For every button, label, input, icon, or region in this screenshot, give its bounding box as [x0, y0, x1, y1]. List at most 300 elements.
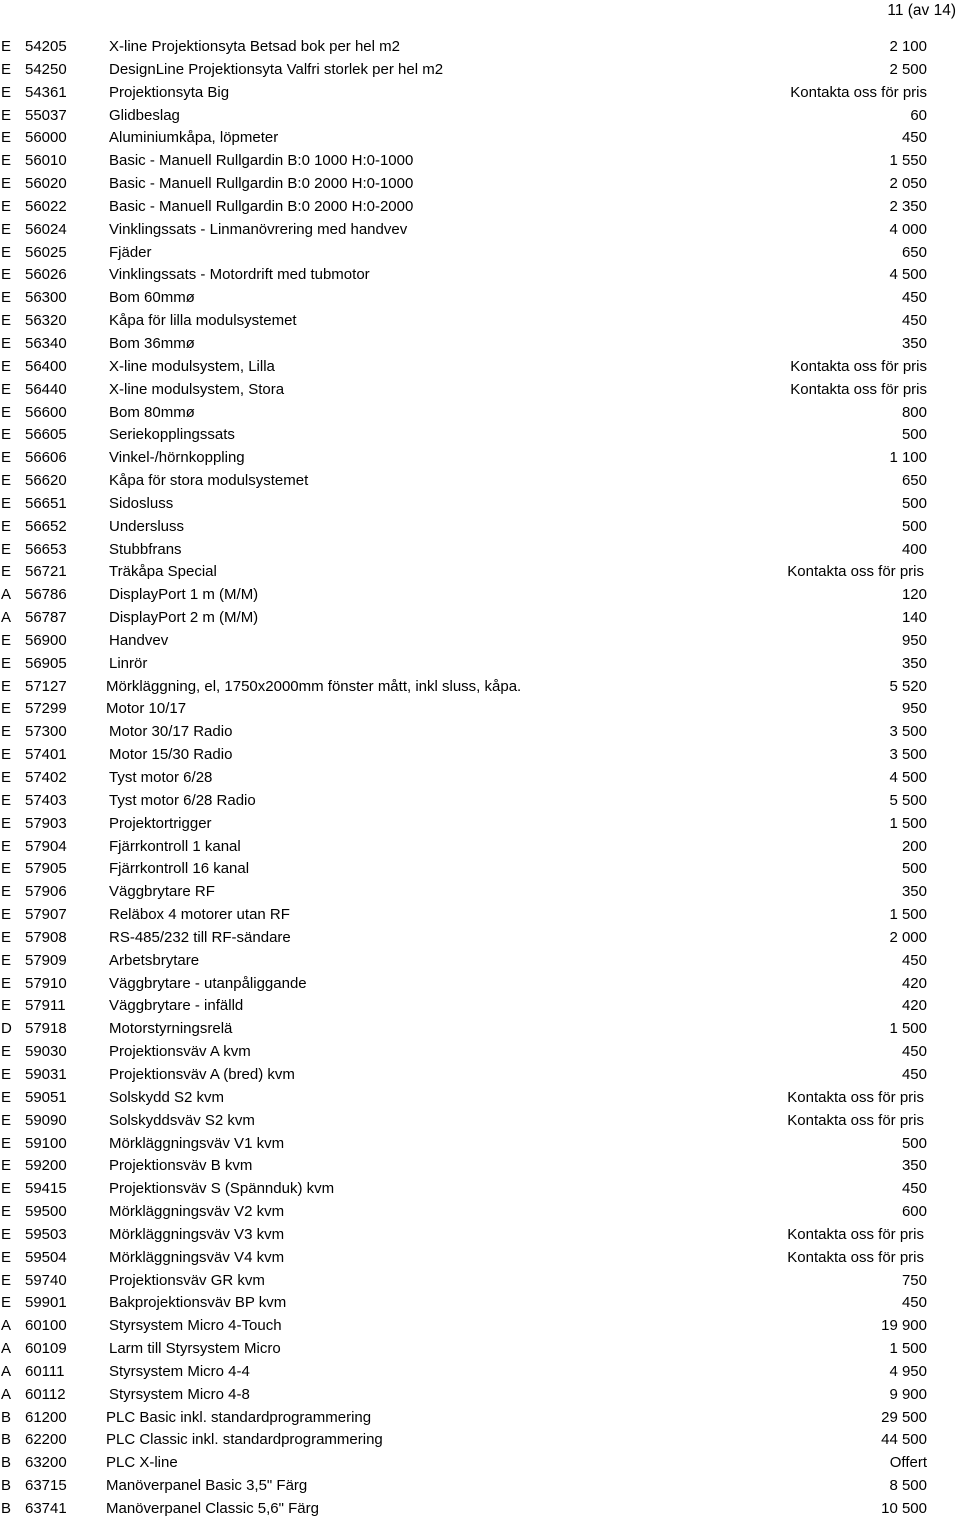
price-cell: 120 — [901, 586, 927, 604]
table-row — [0, 1475, 960, 1498]
table-row — [0, 310, 960, 333]
category-cell: E — [1, 1157, 12, 1175]
description-cell: Vinklingssats - Linmanövrering med handvev — [109, 220, 408, 238]
category-cell: E — [1, 106, 12, 124]
table-row — [0, 973, 960, 996]
price-cell: 450 — [901, 951, 927, 969]
table-row — [0, 744, 960, 767]
table-row — [0, 721, 960, 744]
description-cell: Mörkläggningsväv V4 kvm — [109, 1248, 285, 1266]
category-cell: E — [1, 837, 12, 855]
article-code-cell: 54361 — [25, 83, 67, 101]
price-cell: 450 — [901, 289, 927, 307]
table-row — [0, 1270, 960, 1293]
price-cell: 800 — [901, 403, 927, 421]
price-cell: 450 — [901, 1065, 927, 1083]
category-cell: A — [1, 1340, 12, 1358]
price-cell: 500 — [901, 860, 927, 878]
description-cell: Mörkläggningsväv V1 kvm — [109, 1134, 285, 1152]
price-cell: 450 — [901, 1180, 927, 1198]
table-row — [0, 995, 960, 1018]
category-cell: B — [1, 1477, 12, 1495]
price-cell: 5 520 — [889, 677, 927, 695]
article-code-cell: 56600 — [25, 403, 67, 421]
price-cell: 9 900 — [889, 1385, 927, 1403]
article-code-cell: 56440 — [25, 380, 67, 398]
table-row — [0, 561, 960, 584]
article-code-cell: 57300 — [25, 723, 67, 741]
article-code-cell: 56900 — [25, 631, 67, 649]
table-row — [0, 904, 960, 927]
table-row — [0, 767, 960, 790]
category-cell: E — [1, 814, 12, 832]
table-row — [0, 1498, 960, 1521]
category-cell: B — [1, 1431, 12, 1449]
description-cell: Arbetsbrytare — [109, 951, 200, 969]
table-row — [0, 836, 960, 859]
article-code-cell: 59100 — [25, 1134, 67, 1152]
article-code-cell: 63200 — [25, 1454, 67, 1472]
article-code-cell: 57905 — [25, 860, 67, 878]
price-cell: Offert — [889, 1454, 927, 1472]
article-code-cell: 57127 — [25, 677, 67, 695]
description-cell: Vinkel-/hörnkoppling — [109, 449, 245, 467]
description-cell: Fjärrkontroll 16 kanal — [109, 860, 250, 878]
price-cell: 950 — [901, 700, 927, 718]
category-cell: A — [1, 586, 12, 604]
description-cell: Sidosluss — [109, 494, 174, 512]
category-cell: E — [1, 906, 12, 924]
category-cell: E — [1, 449, 12, 467]
description-cell: PLC X-line — [106, 1454, 178, 1472]
category-cell: E — [1, 951, 12, 969]
article-code-cell: 56786 — [25, 586, 67, 604]
table-row — [0, 1133, 960, 1156]
table-row — [0, 1224, 960, 1247]
article-code-cell: 57911 — [25, 997, 66, 1015]
category-cell: E — [1, 1111, 12, 1129]
price-cell: Kontakta oss för pris — [787, 1248, 924, 1266]
table-row — [0, 698, 960, 721]
article-code-cell: 57918 — [25, 1020, 67, 1038]
price-cell: 2 000 — [889, 928, 927, 946]
price-cell: 140 — [901, 609, 927, 627]
category-cell: E — [1, 974, 12, 992]
description-cell: Bom 80mmø — [109, 403, 195, 421]
category-cell: E — [1, 746, 12, 764]
article-code-cell: 56025 — [25, 243, 67, 261]
category-cell: B — [1, 1408, 12, 1426]
article-code-cell: 59090 — [25, 1111, 67, 1129]
price-cell: Kontakta oss för pris — [787, 1225, 924, 1243]
table-row — [0, 36, 960, 59]
description-cell: DisplayPort 2 m (M/M) — [109, 609, 259, 627]
article-code-cell: 56000 — [25, 129, 67, 147]
description-cell: Undersluss — [109, 517, 185, 535]
description-cell: Reläbox 4 motorer utan RF — [109, 906, 290, 924]
article-code-cell: 56905 — [25, 654, 67, 672]
article-code-cell: 56605 — [25, 426, 67, 444]
article-code-cell: 59503 — [25, 1225, 67, 1243]
category-cell: E — [1, 472, 12, 490]
description-cell: PLC Classic inkl. standardprogrammering — [106, 1431, 383, 1449]
table-row — [0, 927, 960, 950]
category-cell: E — [1, 38, 12, 55]
category-cell: E — [1, 289, 12, 307]
table-row — [0, 630, 960, 653]
article-code-cell: 56340 — [25, 334, 67, 352]
article-code-cell: 59500 — [25, 1203, 67, 1221]
category-cell: E — [1, 928, 12, 946]
price-cell: 2 050 — [889, 175, 927, 193]
table-row — [0, 287, 960, 310]
description-cell: DisplayPort 1 m (M/M) — [109, 586, 259, 604]
category-cell: E — [1, 312, 12, 330]
table-row — [0, 950, 960, 973]
article-code-cell: 59031 — [25, 1065, 67, 1083]
price-cell: 600 — [901, 1203, 927, 1221]
price-cell: Kontakta oss för pris — [787, 1088, 924, 1106]
table-row — [0, 1338, 960, 1361]
category-cell: B — [1, 1454, 12, 1472]
article-code-cell: 59200 — [25, 1157, 67, 1175]
article-code-cell: 56653 — [25, 540, 67, 558]
article-code-cell: 60112 — [25, 1385, 66, 1403]
table-row — [0, 1041, 960, 1064]
category-cell: E — [1, 517, 12, 535]
article-code-cell: 63741 — [25, 1500, 67, 1517]
table-row — [0, 813, 960, 836]
article-code-cell: 56620 — [25, 472, 67, 490]
category-cell: E — [1, 677, 12, 695]
table-row — [0, 333, 960, 356]
table-row — [0, 1178, 960, 1201]
table-row — [0, 1407, 960, 1430]
description-cell: Kåpa för stora modulsystemet — [109, 472, 309, 490]
price-cell: 19 900 — [881, 1317, 927, 1335]
description-cell: Mörkläggningsväv V3 kvm — [109, 1225, 285, 1243]
article-code-cell: 56024 — [25, 220, 67, 238]
article-code-cell: 57401 — [25, 746, 67, 764]
article-code-cell: 56400 — [25, 357, 67, 375]
description-cell: Projektionsyta Big — [109, 83, 230, 101]
article-code-cell: 57402 — [25, 769, 67, 786]
table-row — [0, 127, 960, 150]
description-cell: Projektionsväv A kvm — [109, 1043, 251, 1061]
price-cell: 60 — [910, 106, 927, 124]
category-cell: E — [1, 1088, 12, 1106]
table-row — [0, 242, 960, 265]
price-cell: 350 — [901, 654, 927, 672]
table-row — [0, 653, 960, 676]
category-cell: E — [1, 220, 12, 238]
description-cell: Fjäder — [109, 243, 152, 261]
table-row — [0, 1361, 960, 1384]
price-cell: 1 500 — [889, 906, 927, 924]
category-cell: E — [1, 540, 12, 558]
description-cell: Solskyddsväv S2 kvm — [109, 1111, 255, 1129]
description-cell: Seriekopplingssats — [109, 426, 235, 444]
article-code-cell: 57403 — [25, 791, 67, 809]
category-cell: A — [1, 609, 12, 627]
price-cell: 1 550 — [889, 152, 927, 170]
article-code-cell: 57906 — [25, 883, 67, 901]
table-row — [0, 424, 960, 447]
description-cell: Tyst motor 6/28 — [109, 769, 213, 786]
category-cell: E — [1, 1065, 12, 1083]
price-cell: 8 500 — [889, 1477, 927, 1495]
category-cell: E — [1, 266, 12, 284]
table-row — [0, 1087, 960, 1110]
table-row — [0, 1155, 960, 1178]
description-cell: Glidbeslag — [109, 106, 180, 124]
article-code-cell: 59740 — [25, 1271, 67, 1289]
description-cell: Projektionsväv S (Spännduk) kvm — [109, 1180, 335, 1198]
price-cell: 2 350 — [889, 197, 927, 215]
description-cell: Mörkläggning, el, 1750x2000mm fönster mått, inkl sluss, kåpa. — [106, 677, 522, 695]
article-code-cell: 59030 — [25, 1043, 67, 1061]
price-cell: 1 100 — [889, 449, 927, 467]
description-cell: Fjärrkontroll 1 kanal — [109, 837, 241, 855]
table-row — [0, 539, 960, 562]
description-cell: Projektionsväv A (bred) kvm — [109, 1065, 295, 1083]
price-cell: 500 — [901, 1134, 927, 1152]
category-cell: E — [1, 1248, 12, 1266]
category-cell: E — [1, 631, 12, 649]
price-cell: 10 500 — [881, 1500, 927, 1517]
table-row — [0, 1315, 960, 1338]
price-cell: 4 950 — [889, 1362, 927, 1380]
price-cell: 2 500 — [889, 60, 927, 78]
description-cell: RS-485/232 till RF-sändare — [109, 928, 291, 946]
table-row — [0, 1064, 960, 1087]
table-row — [0, 1201, 960, 1224]
category-cell: E — [1, 380, 12, 398]
description-cell: Aluminiumkåpa, löpmeter — [109, 129, 279, 147]
description-cell: PLC Basic inkl. standardprogrammering — [106, 1408, 372, 1426]
table-row — [0, 82, 960, 105]
category-cell: E — [1, 1225, 12, 1243]
table-row — [0, 264, 960, 287]
price-cell: Kontakta oss för pris — [787, 563, 924, 581]
price-cell: 650 — [901, 243, 927, 261]
category-cell: E — [1, 769, 12, 786]
article-code-cell: 61200 — [25, 1408, 67, 1426]
table-row — [0, 1292, 960, 1315]
price-cell: 5 500 — [889, 791, 927, 809]
article-code-cell: 59415 — [25, 1180, 67, 1198]
description-cell: Motor 10/17 — [106, 700, 187, 718]
description-cell: Styrsystem Micro 4-Touch — [109, 1317, 282, 1335]
description-cell: Väggbrytare - infälld — [109, 997, 244, 1015]
article-code-cell: 56652 — [25, 517, 67, 535]
article-code-cell: 56787 — [25, 609, 67, 627]
category-cell: E — [1, 997, 12, 1015]
category-cell: E — [1, 860, 12, 878]
article-code-cell: 57907 — [25, 906, 67, 924]
table-row — [0, 1018, 960, 1041]
table-row — [0, 470, 960, 493]
table-row — [0, 59, 960, 82]
price-cell: 450 — [901, 312, 927, 330]
category-cell: E — [1, 403, 12, 421]
price-cell: 1 500 — [889, 814, 927, 832]
table-row — [0, 1429, 960, 1452]
category-cell: E — [1, 152, 12, 170]
description-cell: Kåpa för lilla modulsystemet — [109, 312, 297, 330]
price-cell: 1 500 — [889, 1340, 927, 1358]
category-cell: E — [1, 1134, 12, 1152]
table-row — [0, 402, 960, 425]
price-cell: Kontakta oss för pris — [790, 357, 927, 375]
category-cell: E — [1, 700, 12, 718]
price-cell: 950 — [901, 631, 927, 649]
description-cell: Linrör — [109, 654, 148, 672]
page-number: 11 (av 14) — [887, 2, 956, 19]
article-code-cell: 56020 — [25, 175, 67, 193]
price-cell: 420 — [901, 974, 927, 992]
description-cell: Motor 15/30 Radio — [109, 746, 233, 764]
description-cell: Manöverpanel Classic 5,6" Färg — [106, 1500, 319, 1517]
category-cell: A — [1, 1317, 12, 1335]
description-cell: Basic - Manuell Rullgardin B:0 1000 H:0-1000 — [109, 152, 414, 170]
table-row — [0, 196, 960, 219]
description-cell: DesignLine Projektionsyta Valfri storlek per hel m2 — [109, 60, 444, 78]
article-code-cell: 63715 — [25, 1477, 67, 1495]
table-row — [0, 219, 960, 242]
category-cell: E — [1, 243, 12, 261]
category-cell: A — [1, 1362, 12, 1380]
table-row — [0, 379, 960, 402]
description-cell: Bakprojektionsväv BP kvm — [109, 1294, 287, 1312]
table-row — [0, 1384, 960, 1407]
table-row — [0, 584, 960, 607]
category-cell: D — [1, 1020, 12, 1038]
table-row — [0, 173, 960, 196]
article-code-cell: 60109 — [25, 1340, 67, 1358]
description-cell: Basic - Manuell Rullgardin B:0 2000 H:0-2000 — [109, 197, 414, 215]
article-code-cell: 56606 — [25, 449, 67, 467]
article-code-cell: 60100 — [25, 1317, 67, 1335]
article-code-cell: 56010 — [25, 152, 67, 170]
description-cell: Handvev — [109, 631, 169, 649]
article-code-cell: 59504 — [25, 1248, 67, 1266]
price-cell: 1 500 — [889, 1020, 927, 1038]
description-cell: Väggbrytare RF — [109, 883, 215, 901]
description-cell: Manöverpanel Basic 3,5" Färg — [106, 1477, 308, 1495]
price-cell: 4 000 — [889, 220, 927, 238]
category-cell: E — [1, 334, 12, 352]
article-code-cell: 57910 — [25, 974, 67, 992]
price-cell: 350 — [901, 334, 927, 352]
description-cell: Styrsystem Micro 4-8 — [109, 1385, 250, 1403]
description-cell: Projektortrigger — [109, 814, 212, 832]
description-cell: Väggbrytare - utanpåliggande — [109, 974, 307, 992]
description-cell: Basic - Manuell Rullgardin B:0 2000 H:0-1000 — [109, 175, 414, 193]
article-code-cell: 56651 — [25, 494, 67, 512]
price-cell: 4 500 — [889, 769, 927, 786]
description-cell: X-line Projektionsyta Betsad bok per hel m2 — [109, 38, 400, 55]
article-code-cell: 56026 — [25, 266, 67, 284]
price-cell: 500 — [901, 517, 927, 535]
table-row — [0, 1452, 960, 1475]
description-cell: Projektionsväv GR kvm — [109, 1271, 265, 1289]
category-cell: E — [1, 654, 12, 672]
price-cell: 450 — [901, 129, 927, 147]
table-row — [0, 1110, 960, 1133]
table-row — [0, 150, 960, 173]
article-code-cell: 55037 — [25, 106, 67, 124]
article-code-cell: 54250 — [25, 60, 67, 78]
price-list — [0, 36, 960, 1521]
article-code-cell: 62200 — [25, 1431, 67, 1449]
table-row — [0, 858, 960, 881]
description-cell: Stubbfrans — [109, 540, 182, 558]
category-cell: A — [1, 1385, 12, 1403]
category-cell: E — [1, 563, 12, 581]
article-code-cell: 59901 — [25, 1294, 67, 1312]
price-cell: 500 — [901, 494, 927, 512]
price-cell: Kontakta oss för pris — [790, 380, 927, 398]
article-code-cell: 57904 — [25, 837, 67, 855]
table-row — [0, 356, 960, 379]
article-code-cell: 56320 — [25, 312, 67, 330]
table-row — [0, 881, 960, 904]
article-code-cell: 56300 — [25, 289, 67, 307]
category-cell: E — [1, 494, 12, 512]
price-cell: Kontakta oss för pris — [790, 83, 927, 101]
price-cell: 450 — [901, 1294, 927, 1312]
article-code-cell: 57909 — [25, 951, 67, 969]
category-cell: E — [1, 791, 12, 809]
category-cell: E — [1, 197, 12, 215]
article-code-cell: 57903 — [25, 814, 67, 832]
category-cell: E — [1, 426, 12, 444]
table-row — [0, 493, 960, 516]
price-cell: 400 — [901, 540, 927, 558]
price-cell: 500 — [901, 426, 927, 444]
category-cell: E — [1, 1180, 12, 1198]
description-cell: Bom 36mmø — [109, 334, 195, 352]
article-code-cell: 57908 — [25, 928, 67, 946]
table-row — [0, 607, 960, 630]
description-cell: Larm till Styrsystem Micro — [109, 1340, 281, 1358]
category-cell: E — [1, 1043, 12, 1061]
article-code-cell: 54205 — [25, 38, 67, 55]
article-code-cell: 60111 — [25, 1362, 65, 1380]
category-cell: E — [1, 175, 12, 193]
description-cell: Styrsystem Micro 4-4 — [109, 1362, 250, 1380]
article-code-cell: 56721 — [25, 563, 67, 581]
category-cell: B — [1, 1500, 12, 1517]
category-cell: E — [1, 357, 12, 375]
description-cell: Motor 30/17 Radio — [109, 723, 233, 741]
description-cell: Vinklingssats - Motordrift med tubmotor — [109, 266, 370, 284]
category-cell: E — [1, 60, 12, 78]
category-cell: E — [1, 129, 12, 147]
category-cell: E — [1, 83, 12, 101]
article-code-cell: 56022 — [25, 197, 67, 215]
table-row — [0, 516, 960, 539]
description-cell: Träkåpa Special — [109, 563, 217, 581]
category-cell: E — [1, 723, 12, 741]
price-cell: 44 500 — [881, 1431, 927, 1449]
price-cell: 4 500 — [889, 266, 927, 284]
article-code-cell: 57299 — [25, 700, 67, 718]
price-cell: 3 500 — [889, 723, 927, 741]
table-row — [0, 676, 960, 699]
price-cell: 200 — [901, 837, 927, 855]
